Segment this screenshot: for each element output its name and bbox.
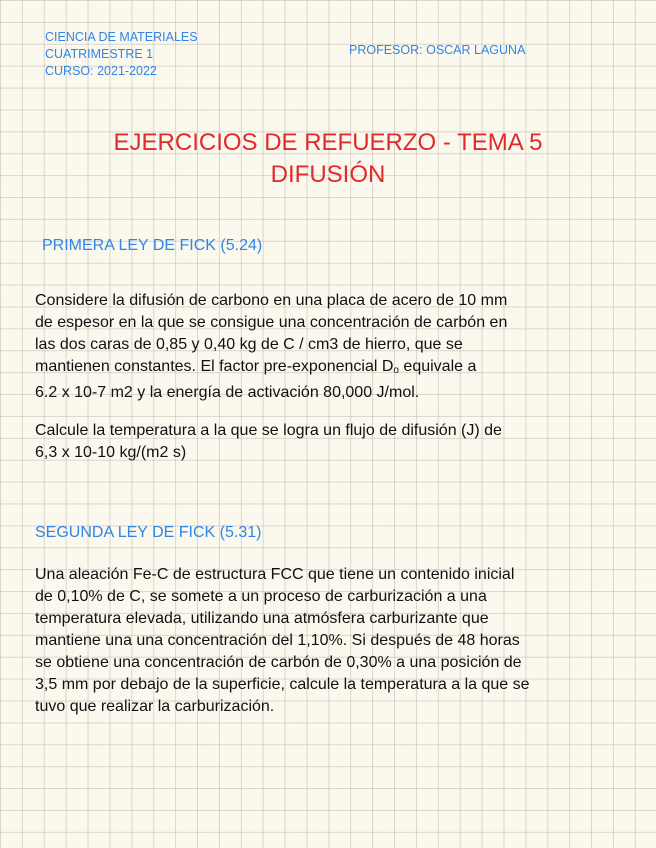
text-line: se obtiene una concentración de carbón de 0,30% a una posición de bbox=[35, 654, 522, 671]
section-1-paragraph-2 bbox=[35, 420, 615, 464]
text-line bbox=[35, 356, 615, 382]
text-line: 6.2 x 10-7 m2 y la energía de activación 80,000 J/mol. bbox=[35, 384, 420, 401]
section-1-paragraph-1 bbox=[35, 290, 615, 404]
year-label: CURSO: 2021-2022 bbox=[45, 64, 157, 78]
course-info bbox=[45, 29, 198, 80]
text-line: de espesor en la que se consigue una concentración de carbón en bbox=[35, 314, 508, 331]
text-segment: mantienen constantes. El factor pre-exponencial D bbox=[35, 358, 394, 375]
course-name: CIENCIA DE MATERIALES bbox=[45, 30, 198, 44]
text-line: Calcule la temperatura a la que se logra un flujo de difusión (J) de bbox=[35, 422, 502, 439]
section-2-heading: SEGUNDA LEY DE FICK (5.31) bbox=[35, 524, 262, 541]
professor-name: PROFESOR: OSCAR LAGUNA bbox=[349, 43, 526, 57]
title-line-2: DIFUSIÓN bbox=[270, 161, 386, 188]
text-line: de 0,10% de C, se somete a un proceso de carburización a una bbox=[35, 588, 487, 605]
text-line: temperatura elevada, utilizando una atmósfera carburizante que bbox=[35, 610, 489, 627]
text-line: tuvo que realizar la carburización. bbox=[35, 698, 275, 715]
page-title bbox=[0, 127, 656, 191]
subscript: o bbox=[393, 365, 399, 376]
text-line: 3,5 mm por debajo de la superficie, calcule la temperatura a la que se bbox=[35, 676, 530, 693]
text-line: 6,3 x 10-10 kg/(m2 s) bbox=[35, 444, 187, 461]
title-line-1: EJERCICIOS DE REFUERZO - TEMA 5 bbox=[113, 129, 543, 156]
term-label: CUATRIMESTRE 1 bbox=[45, 47, 154, 61]
text-line: mantiene una una concentración del 1,10%. Si después de 48 horas bbox=[35, 632, 520, 649]
section-2-paragraph bbox=[35, 564, 615, 718]
text-line: Considere la difusión de carbono en una placa de acero de 10 mm bbox=[35, 292, 508, 309]
section-1-heading: PRIMERA LEY DE FICK (5.24) bbox=[42, 237, 263, 254]
text-line: las dos caras de 0,85 y 0,40 kg de C / cm3 de hierro, que se bbox=[35, 336, 463, 353]
text-line: Una aleación Fe-C de estructura FCC que tiene un contenido inicial bbox=[35, 566, 515, 583]
text-segment: equivale a bbox=[398, 358, 477, 375]
